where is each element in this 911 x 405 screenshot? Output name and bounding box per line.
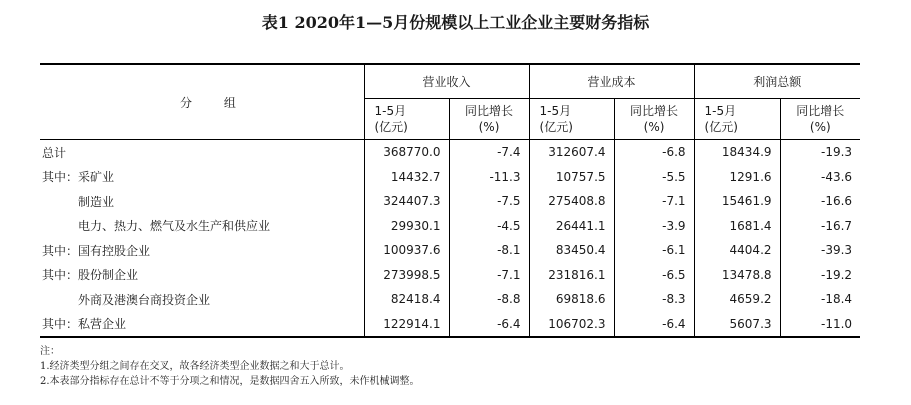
revenue-growth: -7.4 <box>449 140 529 165</box>
cost-value: 26441.1 <box>529 214 614 239</box>
revenue-value: 273998.5 <box>364 263 449 288</box>
revenue-value: 82418.4 <box>364 287 449 312</box>
cost-growth: -8.3 <box>614 287 694 312</box>
profit-growth: -19.3 <box>780 140 860 165</box>
table-notes <box>40 344 420 389</box>
profit-value: 1291.6 <box>694 165 780 190</box>
row-label: 电力、热力、燃气及水生产和供应业 <box>78 219 271 234</box>
profit-growth: -11.0 <box>780 312 860 338</box>
subheader-revenue-growth: 同比增长 (%) <box>449 99 529 140</box>
profit-growth: -18.4 <box>780 287 860 312</box>
revenue-growth: -8.1 <box>449 238 529 263</box>
revenue-value: 14432.7 <box>364 165 449 190</box>
financial-indicators-table <box>40 63 860 338</box>
cost-value: 83450.4 <box>529 238 614 263</box>
cost-value: 275408.8 <box>529 189 614 214</box>
row-label: 其中：私营企业 <box>40 312 364 338</box>
table-row <box>40 189 860 214</box>
cost-value: 312607.4 <box>529 140 614 165</box>
cost-growth: -3.9 <box>614 214 694 239</box>
revenue-value: 324407.3 <box>364 189 449 214</box>
profit-growth: -19.2 <box>780 263 860 288</box>
subheader-revenue-period: 1-5月 (亿元) <box>364 99 449 140</box>
table-row <box>40 165 860 190</box>
row-label: 制造业 <box>78 194 115 209</box>
revenue-growth: -6.4 <box>449 312 529 338</box>
revenue-value: 122914.1 <box>364 312 449 338</box>
subheader-cost-growth: 同比增长 (%) <box>614 99 694 140</box>
profit-value: 18434.9 <box>694 140 780 165</box>
revenue-growth: -7.5 <box>449 189 529 214</box>
profit-value: 13478.8 <box>694 263 780 288</box>
profit-growth: -16.6 <box>780 189 860 214</box>
cost-growth: -7.1 <box>614 189 694 214</box>
header-cost: 营业成本 <box>529 64 694 99</box>
notes-heading: 注： <box>40 346 60 357</box>
table-row <box>40 238 860 263</box>
profit-value: 4659.2 <box>694 287 780 312</box>
revenue-growth: -7.1 <box>449 263 529 288</box>
subheader-profit-growth: 同比增长 (%) <box>780 99 860 140</box>
row-label: 其中：采矿业 <box>42 170 115 185</box>
table-row <box>40 287 860 312</box>
cost-value: 106702.3 <box>529 312 614 338</box>
row-label: 其中：股份制企业 <box>42 268 139 283</box>
cost-value: 231816.1 <box>529 263 614 288</box>
profit-growth: -16.7 <box>780 214 860 239</box>
row-label: 总计 <box>42 145 67 160</box>
note-line-2: 2.本表部分指标存在总计不等于分项之和情况，是数据四舍五入所致，未作机械调整。 <box>40 376 420 387</box>
revenue-growth: -11.3 <box>449 165 529 190</box>
cost-growth: -6.4 <box>614 312 694 338</box>
table-title: 表1 2020年1—5月份规模以上工业企业主要财务指标 <box>261 13 650 32</box>
cost-growth: -6.8 <box>614 140 694 165</box>
profit-value: 1681.4 <box>694 214 780 239</box>
note-line-1: 1.经济类型分组之间存在交叉，故各经济类型企业数据之和大于总计。 <box>40 361 350 372</box>
profit-value: 15461.9 <box>694 189 780 214</box>
header-group: 分 组 <box>40 64 364 140</box>
header-profit: 利润总额 <box>694 64 860 99</box>
header-revenue: 营业收入 <box>364 64 529 99</box>
profit-growth: -39.3 <box>780 238 860 263</box>
table-row <box>40 312 860 338</box>
profit-growth: -43.6 <box>780 165 860 190</box>
profit-value: 5607.3 <box>694 312 780 338</box>
profit-value: 4404.2 <box>694 238 780 263</box>
subheader-profit-period: 1-5月 (亿元) <box>694 99 780 140</box>
cost-value: 10757.5 <box>529 165 614 190</box>
revenue-growth: -4.5 <box>449 214 529 239</box>
table-row <box>40 214 860 239</box>
row-label: 外商及港澳台商投资企业 <box>78 292 211 307</box>
cost-value: 69818.6 <box>529 287 614 312</box>
revenue-growth: -8.8 <box>449 287 529 312</box>
subheader-cost-period: 1-5月 (亿元) <box>529 99 614 140</box>
row-label: 其中：国有控股企业 <box>42 243 151 258</box>
cost-growth: -5.5 <box>614 165 694 190</box>
cost-growth: -6.1 <box>614 238 694 263</box>
revenue-value: 368770.0 <box>364 140 449 165</box>
revenue-value: 100937.6 <box>364 238 449 263</box>
cost-growth: -6.5 <box>614 263 694 288</box>
table-row <box>40 263 860 288</box>
table-row <box>40 140 860 165</box>
revenue-value: 29930.1 <box>364 214 449 239</box>
